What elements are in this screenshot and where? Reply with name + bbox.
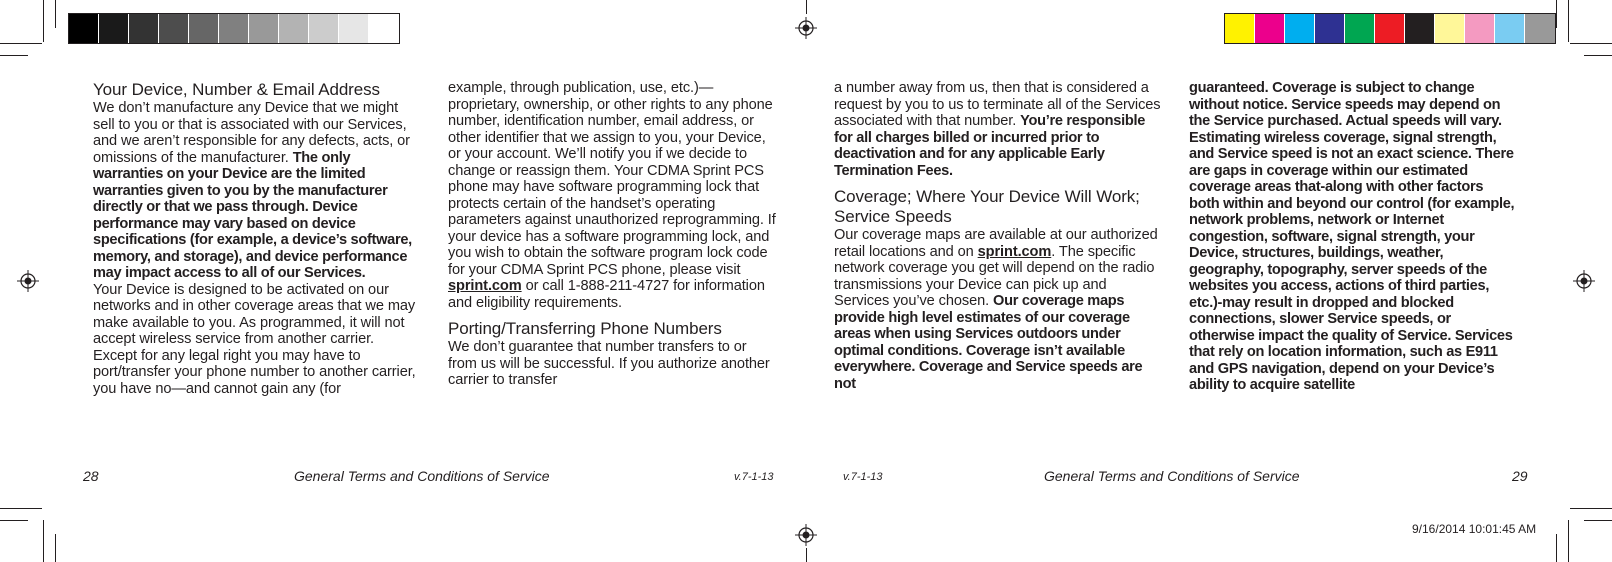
paragraph-text: a number away from us, then that is considered a request by you to us to terminate all of the Services associated with that number. [834,80,1161,129]
color-swatch [1465,14,1495,43]
color-swatch [1345,14,1375,43]
footer-title-left: General Terms and Conditions of Service [294,468,550,484]
color-swatch [69,14,99,43]
right-page-column-1 [834,80,1162,392]
color-swatch [1435,14,1465,43]
color-swatch [1285,14,1315,43]
paragraph [834,227,1162,392]
paragraph-text: We don’t manufacture any Device that we might sell to you or that is associated with our Services, and we aren’t responsible for any defects, acts, or omissions of the manufacturer. [93,100,410,166]
paragraph [448,80,776,311]
left-page-column-1 [93,80,421,397]
footer-version-right: v.7-1-13 [843,471,883,483]
registration-target-icon [1573,270,1595,292]
color-swatch [249,14,279,43]
color-swatch [189,14,219,43]
registration-target-icon [17,270,39,292]
grayscale-color-bar [68,13,400,44]
paragraph-bold-text: Our coverage maps provide high level estimates of our coverage areas when using Services outdoors under optimal conditions. Coverage isn’t available everywhere. Coverage and Service speeds are not [834,293,1143,392]
color-swatch [1255,14,1285,43]
paragraph-text: or call 1-888-211-4727 for information and eligibility requirements. [448,278,765,311]
registration-target-icon [795,524,817,546]
sprint-link[interactable]: sprint.com [977,243,1052,260]
paragraph [1189,80,1517,394]
paragraph [834,80,1162,179]
print-timestamp: 9/16/2014 10:01:45 AM [1412,522,1537,536]
color-swatch [1495,14,1525,43]
color-swatch [1405,14,1435,43]
color-swatch [279,14,309,43]
paragraph: We don’t guarantee that number transfers to or from us will be successful. If you authorize another carrier to transfer [448,339,770,388]
section-heading-device-number-email: Your Device, Number & Email Address [93,80,380,99]
footer-title-right: General Terms and Conditions of Service [1044,468,1300,484]
paragraph: Your Device is designed to be activated on our networks and in other coverage areas that we may make available to you. As programmed, it will not accept wireless service from another carrier. Except for any legal right you may have to port/transfer your phone number to another carrier, you have no—and cannot gain any (for [93,281,416,397]
paragraph-text: . The specific network coverage you get will depend on the radio transmissions your Device can pick up and Services you’ve chosen. [834,243,1155,309]
color-swatch [1375,14,1405,43]
color-swatch [339,14,369,43]
paragraph [93,100,421,282]
paragraph-text: example, through publication, use, etc.)—proprietary, ownership, or other rights to any phone number, identification number, email address, or other identifier that we assign to you, your Device, or your account. We’ll notify you if we decide to change or reassign them. Your CDMA Sprint PCS phone may have software programming lock that protects certain of the handset’s operating parameters against unauthorized reprogramming. If your device has a software programming lock, and you wish to obtain the software program lock code for your CDMA Sprint PCS phone, please visit [448,80,776,278]
page-number-left: 28 [83,468,99,484]
left-page-column-2 [448,80,776,389]
paragraph-bold-text: You’re responsible for all charges billed or incurred prior to deactivation and for any applicable Early Termination Fees. [834,113,1146,179]
page-number-right: 29 [1512,468,1528,484]
color-swatch [369,14,399,43]
color-swatch [309,14,339,43]
section-heading-coverage: Coverage; Where Your Device Will Work; Service Speeds [834,187,1140,226]
paragraph-bold-text: guaranteed. Coverage is subject to change without notice. Service speeds may depend on the Service purchased. Actual speeds will vary. Estimating wireless coverage, signal strength, and Service speed is not an exact science. There are gaps in coverage within our estimated coverage areas that-along with other factors both within and beyond our control (for example, network problems, network or Internet congestion, software, signal strength, your Device, structures, buildings, weather, geography, topography, server speeds of the websites you access, actions of third parties, etc.)-may result in dropped and blocked connections, slower Service speeds, or otherwise impact the quality of Service. Services that rely on location information, such as E911 and GPS navigation, depend on your Device’s ability to acquire satellite [1189,80,1515,393]
color-swatch [129,14,159,43]
color-swatch [219,14,249,43]
section-heading-porting: Porting/Transferring Phone Numbers [448,319,722,338]
registration-target-icon [795,17,817,39]
paragraph-text: Our coverage maps are available at our authorized retail locations and on [834,227,1158,260]
footer-version-left: v.7-1-13 [734,471,774,483]
color-swatch [99,14,129,43]
right-page-column-2 [1189,80,1517,394]
paragraph-bold-text: The only warranties on your Device are the limited warranties given to you by the manufacturer directly or that we pass through. Device performance may vary based on device specifications (for example, a device’s software, memory, and storage), and device performance may impact access to all of our Services. [93,149,412,281]
color-swatch [1525,14,1555,43]
process-color-bar [1224,13,1556,44]
color-swatch [1315,14,1345,43]
color-swatch [1225,14,1255,43]
sprint-link[interactable]: sprint.com [448,278,522,294]
color-swatch [159,14,189,43]
